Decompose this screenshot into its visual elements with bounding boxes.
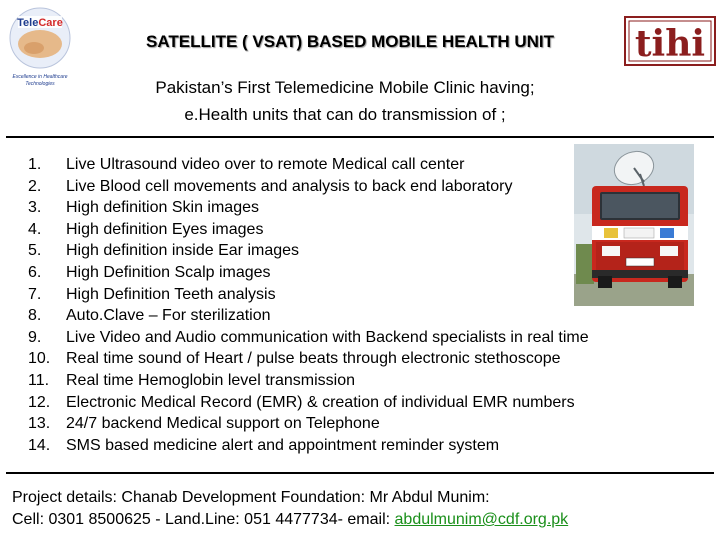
- footer-line-1: Project details: Chanab Development Foundation: Mr Abdul Munim:: [12, 489, 490, 506]
- page-title: SATELLITE ( VSAT) BASED MOBILE HEALTH UNIT: [146, 32, 554, 51]
- item-number: 2.: [28, 177, 42, 195]
- email-link[interactable]: abdulmunim@cdf.org.pk: [394, 511, 569, 528]
- footer-line-2: [12, 509, 568, 531]
- item-text: Electronic Medical Record (EMR) & creation of individual EMR numbers: [66, 393, 575, 411]
- item-number: 12.: [28, 393, 51, 411]
- telecare-logo: [4, 4, 76, 94]
- list-item: [28, 327, 708, 349]
- telecare-logo-text-tele: TeleCare: [17, 17, 63, 29]
- list-item: [28, 348, 708, 370]
- item-text: 24/7 backend Medical support on Telephone: [66, 415, 380, 433]
- item-text: High definition Skin images: [66, 199, 259, 217]
- item-number: 11.: [28, 371, 50, 389]
- mobile-health-van-photo: [574, 144, 694, 306]
- bottom-divider: [6, 472, 714, 474]
- item-number: 3.: [28, 199, 42, 217]
- item-text: High Definition Scalp images: [66, 263, 271, 281]
- list-item: [28, 435, 708, 457]
- item-number: 4.: [28, 220, 42, 238]
- tihi-logo: [624, 16, 716, 66]
- item-text: Live Video and Audio communication with Backend specialists in real time: [66, 328, 589, 346]
- subtitle-line-2: e.Health units that can do transmission of ;: [184, 105, 506, 124]
- subtitle: [100, 74, 590, 128]
- list-item: [28, 305, 708, 327]
- item-text: Live Ultrasound video over to remote Medical call center: [66, 156, 465, 173]
- item-number: 14.: [28, 436, 51, 454]
- item-number: 1.: [28, 156, 42, 173]
- top-divider: [6, 136, 714, 138]
- item-number: 8.: [28, 307, 42, 325]
- telecare-tagline-2: Technologies: [25, 81, 55, 87]
- item-text: Live Blood cell movements and analysis to back end laboratory: [66, 177, 513, 195]
- contact-numbers: Cell: 0301 8500625 - Land.Line: 051 4477734- email:: [12, 511, 395, 528]
- list-item: [28, 370, 708, 392]
- project-details: [12, 487, 568, 531]
- telecare-tagline-1: Excellence in Healthcare: [12, 74, 68, 80]
- item-text: High Definition Teeth analysis: [66, 285, 276, 303]
- item-number: 10.: [28, 350, 51, 368]
- item-text: High definition Eyes images: [66, 220, 264, 238]
- tihi-logo-text: tihi: [634, 23, 706, 65]
- item-number: 7.: [28, 285, 42, 303]
- list-item: [28, 392, 708, 414]
- item-number: 13.: [28, 415, 51, 433]
- svg-text:TeleCare: [17, 17, 63, 29]
- item-number: 9.: [28, 328, 42, 346]
- item-text: SMS based medicine alert and appointment reminder system: [66, 436, 500, 454]
- list-item: [28, 413, 708, 435]
- van-icon: [592, 186, 688, 288]
- item-number: 5.: [28, 242, 42, 260]
- item-number: 6.: [28, 263, 42, 281]
- item-text: High definition inside Ear images: [66, 242, 300, 260]
- item-text: Auto.Clave – For sterilization: [66, 307, 271, 325]
- subtitle-line-1: Pakistan’s First Telemedicine Mobile Clinic having;: [155, 78, 535, 97]
- item-text: Real time sound of Heart / pulse beats through electronic stethoscope: [66, 350, 561, 368]
- item-text: Real time Hemoglobin level transmission: [66, 371, 356, 389]
